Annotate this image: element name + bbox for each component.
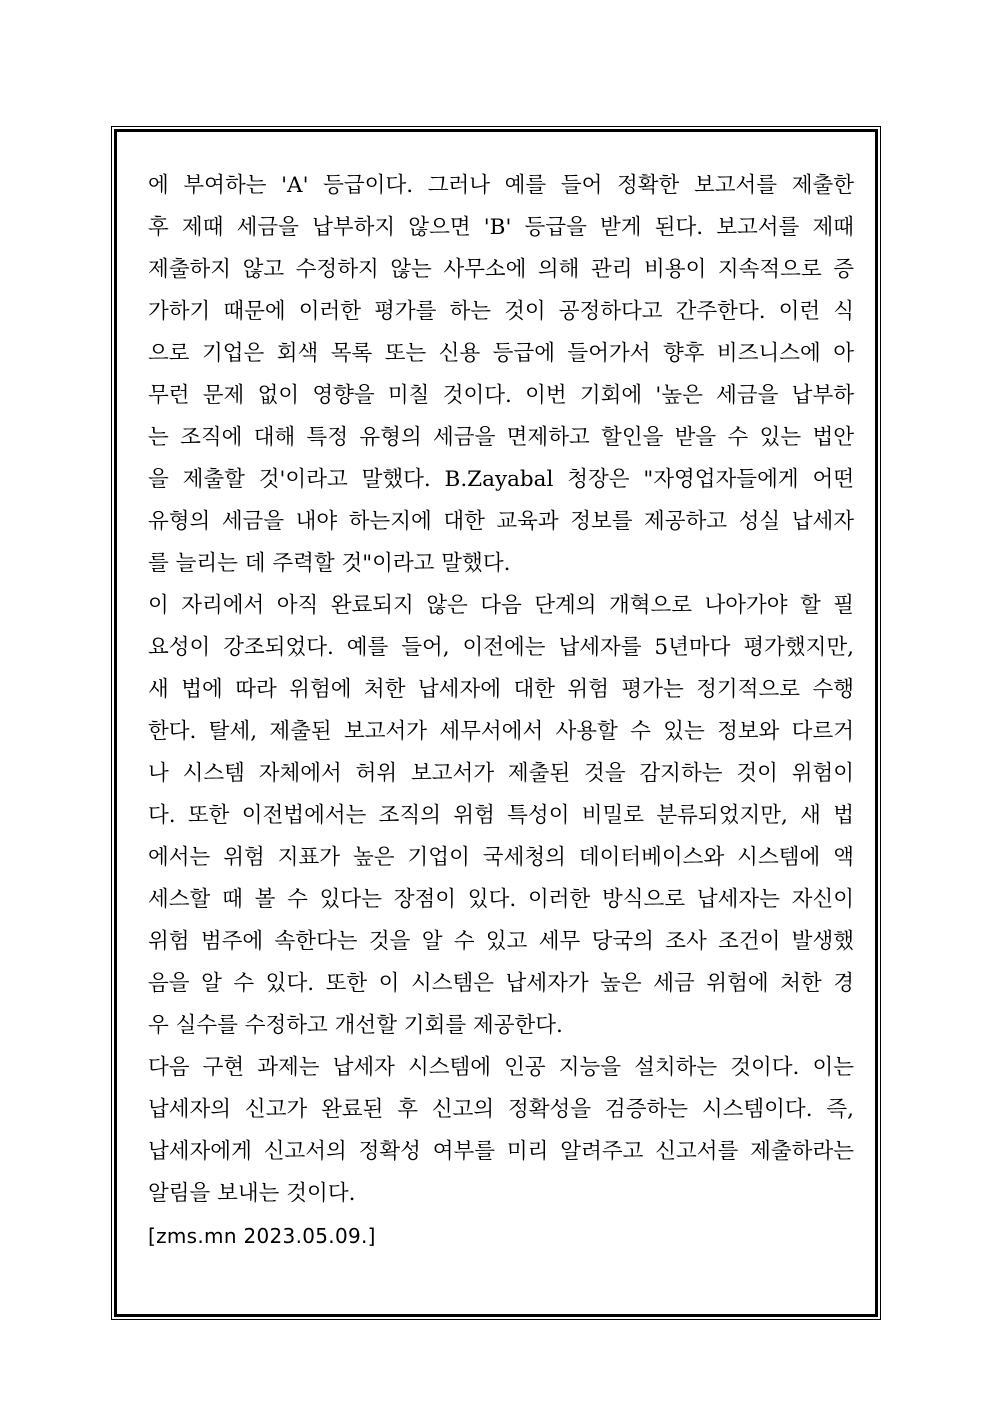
paragraph-ai — [148, 1047, 854, 1215]
text-line: 제출하지 않고 수정하지 않는 사무소에 의해 관리 비용이 지속적으로 증 — [148, 257, 854, 282]
text-line: 알림을 보내는 것이다. — [148, 1181, 356, 1206]
text-line: 요성이 강조되었다. 예를 들어, 이전에는 납세자를 5년마다 평가했지만, — [148, 635, 854, 660]
text-line: 가하기 때문에 이러한 평가를 하는 것이 공정하다고 간주한다. 이런 식 — [148, 299, 854, 324]
paragraph-reform — [148, 585, 854, 1047]
text-line: 유형의 세금을 내야 하는지에 대한 교육과 정보를 제공하고 성실 납세자 — [148, 509, 854, 534]
text-line: 위험 범주에 속한다는 것을 알 수 있고 세무 당국의 조사 조건이 발생했 — [148, 929, 854, 954]
text-line: 는 조직에 대해 특정 유형의 세금을 면제하고 할인을 받을 수 있는 법안 — [148, 425, 854, 450]
text-line: 납세자의 신고가 완료된 후 신고의 정확성을 검증하는 시스템이다. 즉, — [148, 1097, 854, 1122]
text-line: 에서는 위험 지표가 높은 기업이 국세청의 데이터베이스와 시스템에 액 — [148, 845, 854, 870]
text-line: 을 제출할 것'이라고 말했다. B.Zayabal 청장은 "자영업자들에게 어떤 — [148, 467, 854, 492]
text-line: 다. 또한 이전법에서는 조직의 위험 특성이 비밀로 분류되었지만, 새 법 — [148, 803, 854, 828]
document-frame-inner — [114, 129, 878, 1317]
text-line: 무런 문제 없이 영향을 미칠 것이다. 이번 기회에 '높은 세금을 납부하 — [148, 383, 854, 408]
source-citation: [zms.mn 2023.05.09.] — [148, 1224, 376, 1248]
text-line: 으로 기업은 회색 목록 또는 신용 등급에 들어가서 향후 비즈니스에 아 — [148, 341, 854, 366]
text-line: 한다. 탈세, 제출된 보고서가 세무서에서 사용할 수 있는 정보와 다르거 — [148, 719, 854, 744]
text-line: 납세자에게 신고서의 정확성 여부를 미리 알려주고 신고서를 제출하라는 — [148, 1139, 854, 1164]
text-line: 후 제때 세금을 납부하지 않으면 'B' 등급을 받게 된다. 보고서를 제때 — [148, 215, 854, 240]
text-line: 세스할 때 볼 수 있다는 장점이 있다. 이러한 방식으로 납세자는 자신이 — [148, 887, 854, 912]
article-body — [148, 165, 854, 1257]
text-line: 이 자리에서 아직 완료되지 않은 다음 단계의 개혁으로 나아가야 할 필 — [148, 593, 854, 618]
text-line: 우 실수를 수정하고 개선할 기회를 제공한다. — [148, 1013, 563, 1038]
text-line: 음을 알 수 있다. 또한 이 시스템은 납세자가 높은 세금 위험에 처한 경 — [148, 971, 854, 996]
text-line: 를 늘리는 데 주력할 것"이라고 말했다. — [148, 551, 511, 576]
text-line: 새 법에 따라 위험에 처한 납세자에 대한 위험 평가는 정기적으로 수행 — [148, 677, 854, 702]
paragraph-grading — [148, 165, 854, 585]
text-line: 다음 구현 과제는 납세자 시스템에 인공 지능을 설치하는 것이다. 이는 — [148, 1055, 854, 1080]
text-line: 에 부여하는 'A' 등급이다. 그러나 예를 들어 정확한 보고서를 제출한 — [148, 173, 854, 198]
document-frame — [111, 126, 881, 1320]
text-line: 나 시스템 자체에서 허위 보고서가 제출된 것을 감지하는 것이 위험이 — [148, 761, 854, 786]
